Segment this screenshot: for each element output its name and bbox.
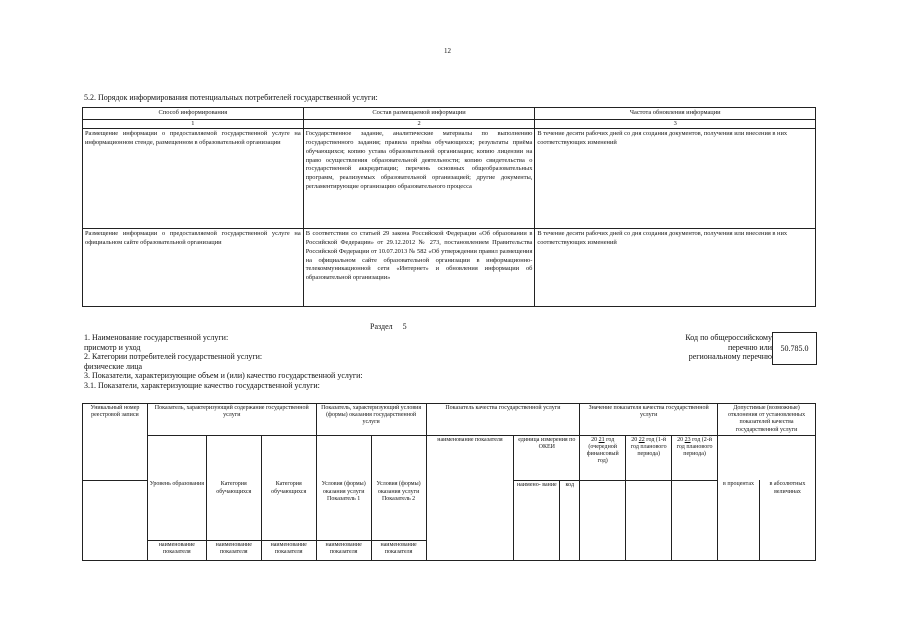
- header-quality-indicator: Показатель качества государственной услуги: [426, 404, 580, 436]
- code-value-box: [772, 332, 817, 365]
- service-info: [84, 333, 363, 390]
- row-method: Размещение информации о предоставляемой государственной услуге на информационном стенде, размещенном в образовательной организации: [83, 129, 304, 229]
- col-name-of-indicator: наименование показателя: [316, 540, 371, 560]
- service-name-value: присмотр и уход: [84, 342, 141, 352]
- blank-cell: [514, 540, 560, 560]
- cond2-top: [371, 435, 426, 480]
- code-label: [648, 333, 772, 362]
- col-unit-name: наимено- вание: [514, 480, 560, 540]
- row-method: Размещение информации о предоставляемой государственной услуге на официальном сайте образовательной организации: [83, 229, 304, 307]
- header-conditions-indicator: Показатель, характеризующий условия (формы) оказания государственной услуги: [316, 404, 426, 436]
- col-name-of-indicator: наименование показателя: [206, 540, 261, 560]
- deviation-sub: [718, 435, 816, 480]
- header-frequency: Частота обновления информации: [535, 108, 816, 120]
- blank-cell: [580, 480, 626, 540]
- col-name-of-indicator: наименование показателя: [261, 540, 316, 560]
- header-year-1: [580, 435, 626, 480]
- col-level: Уровень образования: [147, 480, 206, 540]
- col-category-2: Категория обучающихся: [261, 480, 316, 540]
- year-prefix: 20: [591, 436, 598, 443]
- year-suffix: год (1-й год планового периода): [630, 436, 667, 458]
- indicators-label: 3. Показатели, характеризующие объем и (или) качество государственной услуги:: [84, 371, 363, 380]
- table-row: [83, 229, 816, 307]
- blank-cell: [718, 540, 760, 560]
- row-frequency: В течение десяти рабочих дней со дня создания документов, получения или внесения в них соответствующих изменений: [535, 229, 816, 307]
- year-prefix: 20: [677, 436, 684, 443]
- col-number: 3: [535, 119, 816, 129]
- col-code: код: [560, 480, 580, 540]
- blank-cell: [626, 540, 672, 560]
- blank-cell: [426, 480, 514, 540]
- blank-cell: [672, 540, 718, 560]
- year-value: 21: [598, 436, 605, 443]
- col-conditions-1: Условия (формы) оказания услуги Показатель 1: [316, 480, 371, 540]
- service-name-label: 1. Наименование государственной услуги:: [84, 333, 229, 342]
- blank-cell: [83, 480, 148, 540]
- col-number: 2: [303, 119, 535, 129]
- header-value: Значение показателя качества государственной услуги: [580, 404, 718, 436]
- quality-table: [82, 403, 816, 561]
- year-value: 22: [638, 436, 645, 443]
- cond1-top: [316, 435, 371, 480]
- row-content: Государственное задание, аналитические материалы по выполнению государственного задания; правила приёма обучающихся; результаты приёма обучающихся; копию устава образовательной организации; копию лицензии на право осуществления образовательной деятельности; копию свидетельства о государственной аккредитации; перечень основных общеобразовательных программ, реализуемых образовательной организацией; другие документы, регламентирующие организацию образовательного процесса: [303, 129, 535, 229]
- year-suffix: год (2-й год планового периода): [676, 436, 713, 458]
- consumer-category-value: физические лица: [84, 361, 143, 371]
- blank-cell: [560, 540, 580, 560]
- page-number: 12: [444, 47, 451, 55]
- code-label-line: региональному перечню: [688, 352, 772, 361]
- blank-cell: [759, 540, 815, 560]
- header-indicator-name: наименование показателя: [426, 435, 514, 480]
- header-content-indicator: Показатель, характеризующий содержание государственной услуги: [147, 404, 316, 436]
- blank-cell: [580, 540, 626, 560]
- content-level: [147, 435, 206, 480]
- table-row: [83, 129, 816, 229]
- blank-cell: [426, 540, 514, 560]
- col-category-1: Категория обучающихся: [206, 480, 261, 540]
- col-percent: в процентах: [718, 480, 760, 540]
- informing-table: [82, 107, 816, 307]
- section-5-2-title: 5.2. Порядок информирования потенциальных потребителей государственной услуги:: [84, 93, 378, 102]
- consumer-category-label: 2. Категории потребителей государственной услуги:: [84, 352, 263, 361]
- blank-cell: [83, 540, 148, 560]
- header-deviation: Допустимые (возможные) отклонения от установленных показателей качества государственной услуги: [718, 404, 816, 436]
- col-number: 1: [83, 119, 304, 129]
- header-method: Способ информирования: [83, 108, 304, 120]
- code-value: 50.785.0: [780, 344, 809, 353]
- content-cat1-top: [206, 435, 261, 480]
- code-label-line: перечню или: [727, 342, 772, 352]
- col-name-of-indicator: наименование показателя: [147, 540, 206, 560]
- row-content: В соответствии со статьей 29 закона Российской Федерации «Об образовании в Российской Федерации» от 29.12.2012 № 273, постановлением Правительства Российской Федерации от 10.07.2013 № 582 «Об утверждении правил размещения на официальном сайте образовательной организации в информационно-телекоммуникационной сети «Интернет» и обновления информации об образовательной организации»: [303, 229, 535, 307]
- col-name-of-indicator: наименование показателя: [371, 540, 426, 560]
- year-prefix: 20: [631, 436, 638, 443]
- header-content: Состав размещаемой информации: [303, 108, 535, 120]
- content-cat2-top: [261, 435, 316, 480]
- quality-indicators-label: 3.1. Показатели, характеризующие качество государственной услуги:: [84, 380, 320, 390]
- year-suffix: год (очередной финансовый год): [586, 436, 619, 465]
- col-conditions-2: Условия (формы) оказания услуги Показатель 2: [371, 480, 426, 540]
- year-value: 23: [684, 436, 691, 443]
- code-label-line: Код по общероссийскому: [685, 333, 772, 342]
- header-year-3: [672, 435, 718, 480]
- blank-cell: [626, 480, 672, 540]
- col-absolute: в абсолютных величинах: [759, 480, 815, 540]
- header-unit: единица измерения по ОКЕИ: [514, 435, 580, 480]
- blank-cell: [672, 480, 718, 540]
- row-frequency: В течение десяти рабочих дней со дня создания документов, получения или внесения в них соответствующих изменений: [535, 129, 816, 229]
- header-unique-number: Уникальный номер реестровой записи: [83, 404, 148, 481]
- header-year-2: [626, 435, 672, 480]
- section-heading: Раздел 5: [370, 322, 407, 331]
